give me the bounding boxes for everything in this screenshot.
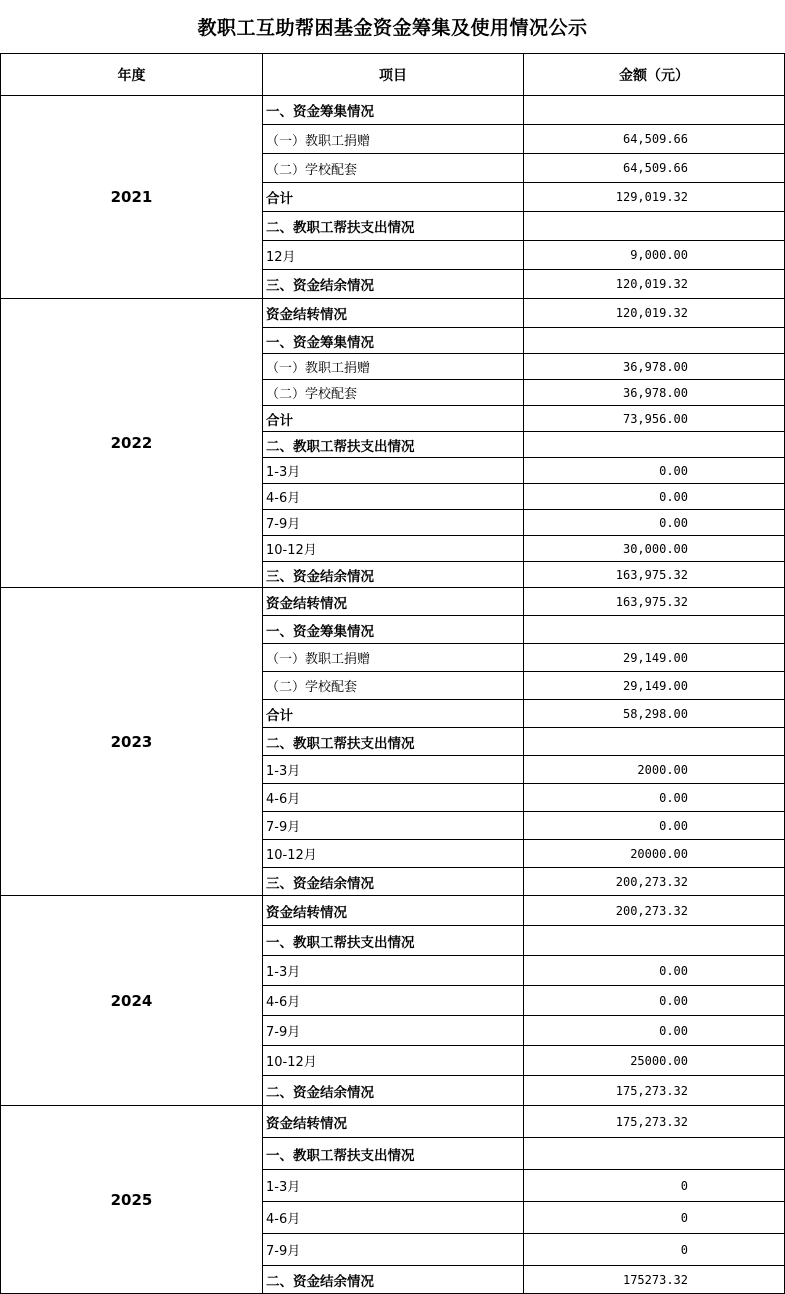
item-cell: 1-3月 [263, 458, 524, 484]
item-cell: 4-6月 [263, 484, 524, 510]
item-cell: 10-12月 [263, 536, 524, 562]
item-cell: 12月 [263, 241, 524, 270]
item-cell: 三、资金结余情况 [263, 868, 524, 896]
item-cell: 一、资金筹集情况 [263, 328, 524, 354]
amount-cell: 200,273.32 [524, 868, 785, 896]
item-cell: 一、资金筹集情况 [263, 616, 524, 644]
item-cell: 二、资金结余情况 [263, 1076, 524, 1106]
amount-cell: 175,273.32 [524, 1106, 785, 1138]
amount-cell [524, 728, 785, 756]
amount-cell: 129,019.32 [524, 183, 785, 212]
header-amount: 金额（元） [524, 54, 785, 96]
amount-cell [524, 328, 785, 354]
item-cell: 10-12月 [263, 840, 524, 868]
table-row [1, 588, 785, 616]
item-cell: （二）学校配套 [263, 672, 524, 700]
item-cell: （一）教职工捐赠 [263, 125, 524, 154]
item-cell: 4-6月 [263, 986, 524, 1016]
amount-cell: 73,956.00 [524, 406, 785, 432]
amount-cell: 163,975.32 [524, 562, 785, 588]
item-cell: 二、教职工帮扶支出情况 [263, 432, 524, 458]
amount-cell: 58,298.00 [524, 700, 785, 728]
item-cell: 三、资金结余情况 [263, 562, 524, 588]
header-year: 年度 [1, 54, 263, 96]
item-cell: 合计 [263, 183, 524, 212]
amount-cell: 0.00 [524, 458, 785, 484]
item-cell: （一）教职工捐赠 [263, 644, 524, 672]
item-cell: 7-9月 [263, 812, 524, 840]
item-cell: （一）教职工捐赠 [263, 354, 524, 380]
amount-cell [524, 926, 785, 956]
amount-cell: 120,019.32 [524, 299, 785, 328]
item-cell: 1-3月 [263, 756, 524, 784]
table-row [1, 299, 785, 328]
item-cell: 资金结转情况 [263, 1106, 524, 1138]
amount-cell: 20000.00 [524, 840, 785, 868]
amount-cell: 0.00 [524, 1016, 785, 1046]
item-cell: 1-3月 [263, 956, 524, 986]
amount-cell [524, 616, 785, 644]
amount-cell: 29,149.00 [524, 672, 785, 700]
item-cell: 4-6月 [263, 784, 524, 812]
item-cell: 一、资金筹集情况 [263, 96, 524, 125]
amount-cell: 29,149.00 [524, 644, 785, 672]
amount-cell: 2000.00 [524, 756, 785, 784]
amount-cell: 0.00 [524, 784, 785, 812]
item-cell: 二、教职工帮扶支出情况 [263, 212, 524, 241]
amount-cell: 120,019.32 [524, 270, 785, 299]
item-cell: 资金结转情况 [263, 588, 524, 616]
amount-cell: 0.00 [524, 510, 785, 536]
amount-cell: 25000.00 [524, 1046, 785, 1076]
amount-cell: 0.00 [524, 956, 785, 986]
amount-cell: 64,509.66 [524, 154, 785, 183]
table-row [1, 1106, 785, 1138]
table-row [1, 896, 785, 926]
year-cell: 2025 [1, 1106, 263, 1294]
item-cell: 7-9月 [263, 510, 524, 536]
amount-cell: 0 [524, 1234, 785, 1266]
year-cell: 2021 [1, 96, 263, 299]
item-cell: 一、教职工帮扶支出情况 [263, 1138, 524, 1170]
header-row [1, 54, 785, 96]
item-cell: 4-6月 [263, 1202, 524, 1234]
year-cell: 2023 [1, 588, 263, 896]
item-cell: 合计 [263, 406, 524, 432]
amount-cell: 175273.32 [524, 1266, 785, 1294]
amount-cell [524, 212, 785, 241]
item-cell: 7-9月 [263, 1016, 524, 1046]
amount-cell: 0.00 [524, 812, 785, 840]
year-cell: 2022 [1, 299, 263, 588]
item-cell: 资金结转情况 [263, 896, 524, 926]
year-cell: 2024 [1, 896, 263, 1106]
item-cell: （二）学校配套 [263, 380, 524, 406]
table-row [1, 96, 785, 125]
item-cell: 1-3月 [263, 1170, 524, 1202]
amount-cell: 0.00 [524, 484, 785, 510]
item-cell: 三、资金结余情况 [263, 270, 524, 299]
amount-cell: 0 [524, 1202, 785, 1234]
amount-cell: 163,975.32 [524, 588, 785, 616]
header-item: 项目 [263, 54, 524, 96]
item-cell: （二）学校配套 [263, 154, 524, 183]
amount-cell: 200,273.32 [524, 896, 785, 926]
item-cell: 一、教职工帮扶支出情况 [263, 926, 524, 956]
page-title: 教职工互助帮困基金资金筹集及使用情况公示 [197, 17, 588, 39]
amount-cell [524, 96, 785, 125]
amount-cell: 175,273.32 [524, 1076, 785, 1106]
amount-cell [524, 1138, 785, 1170]
amount-cell: 9,000.00 [524, 241, 785, 270]
amount-cell: 36,978.00 [524, 354, 785, 380]
amount-cell [524, 432, 785, 458]
item-cell: 合计 [263, 700, 524, 728]
amount-cell: 0.00 [524, 986, 785, 1016]
item-cell: 7-9月 [263, 1234, 524, 1266]
item-cell: 10-12月 [263, 1046, 524, 1076]
item-cell: 资金结转情况 [263, 299, 524, 328]
fund-table [0, 53, 785, 1294]
table-body [1, 96, 785, 1294]
amount-cell: 30,000.00 [524, 536, 785, 562]
amount-cell: 0 [524, 1170, 785, 1202]
amount-cell: 64,509.66 [524, 125, 785, 154]
item-cell: 二、教职工帮扶支出情况 [263, 728, 524, 756]
amount-cell: 36,978.00 [524, 380, 785, 406]
item-cell: 二、资金结余情况 [263, 1266, 524, 1294]
